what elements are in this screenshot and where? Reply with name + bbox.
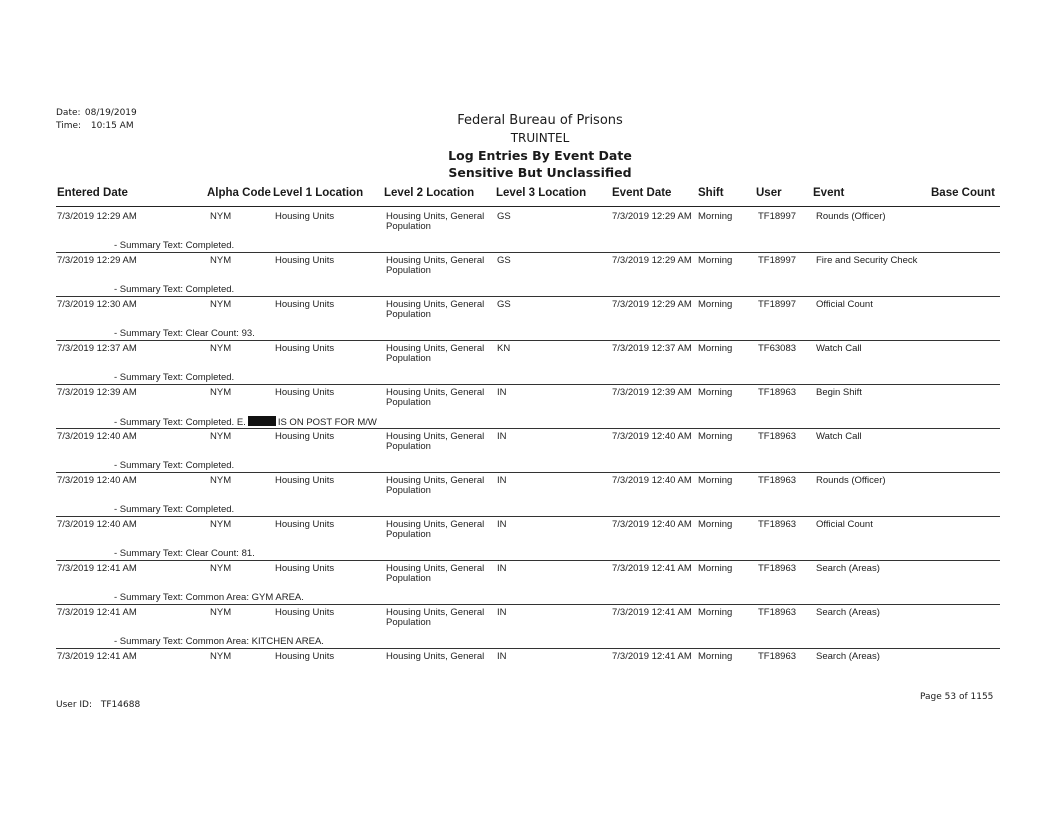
summary-text: [114, 328, 255, 339]
summary-text: [114, 372, 234, 383]
cell-user: TF18963: [758, 475, 797, 486]
row-separator: [56, 516, 1000, 517]
cell-level2: Housing Units, General Population: [386, 211, 485, 232]
cell-event-date: 7/3/2019 12:39 AM: [612, 387, 692, 398]
cell-shift: Morning: [698, 475, 733, 486]
cell-level1: Housing Units: [275, 431, 335, 442]
cell-level3: KN: [497, 343, 511, 354]
row-separator: [56, 472, 1000, 473]
summary-text: [114, 460, 234, 471]
cell-level3: GS: [497, 255, 511, 266]
row-separator: [56, 340, 1000, 341]
row-separator: [56, 648, 1000, 649]
summary-text-part: - Summary Text: Common Area: GYM AREA.: [114, 592, 304, 603]
cell-user: TF18997: [758, 211, 797, 222]
user-id-value: TF14688: [100, 700, 141, 710]
cell-shift: Morning: [698, 299, 733, 310]
col-level3: Level 3 Location: [496, 187, 587, 199]
cell-shift: Morning: [698, 519, 733, 530]
cell-alpha-code: NYM: [210, 211, 232, 222]
summary-text-part: - Summary Text: Completed. E.: [114, 417, 246, 428]
cell-alpha-code: NYM: [210, 431, 232, 442]
cell-level2: Housing Units, General: [386, 651, 485, 662]
cell-level1: Housing Units: [275, 343, 335, 354]
cell-event: Rounds (Officer): [816, 211, 886, 222]
system-name: TRUINTEL: [510, 131, 570, 145]
col-level1: Level 1 Location: [273, 187, 364, 199]
cell-shift: Morning: [698, 211, 733, 222]
cell-user: TF18963: [758, 563, 797, 574]
cell-event-date: 7/3/2019 12:37 AM: [612, 343, 692, 354]
col-entered-date: Entered Date: [57, 187, 128, 199]
cell-level3: GS: [497, 299, 511, 310]
cell-event: Watch Call: [816, 343, 862, 354]
cell-alpha-code: NYM: [210, 651, 232, 662]
user-id: [56, 700, 140, 710]
row-separator: [56, 384, 1000, 385]
report-title: Log Entries By Event Date: [448, 148, 632, 163]
cell-event: Watch Call: [816, 431, 862, 442]
cell-alpha-code: NYM: [210, 607, 232, 618]
time-label: Time:: [56, 121, 82, 131]
summary-text: [114, 636, 324, 647]
cell-alpha-code: NYM: [210, 343, 232, 354]
page-number: Page 53 of 1155: [920, 692, 994, 702]
cell-level2: Housing Units, General Population: [386, 387, 485, 408]
cell-entered-date: 7/3/2019 12:41 AM: [57, 607, 137, 618]
summary-text-part: - Summary Text: Completed.: [114, 372, 235, 383]
cell-shift: Morning: [698, 607, 733, 618]
cell-level2: Housing Units, General Population: [386, 519, 485, 540]
row-separator: [56, 296, 1000, 297]
summary-text-part: - Summary Text: Completed.: [114, 284, 235, 295]
cell-user: TF18963: [758, 431, 797, 442]
summary-text-part: - Summary Text: Common Area: KITCHEN AREA.: [114, 636, 324, 647]
cell-entered-date: 7/3/2019 12:40 AM: [57, 519, 137, 530]
cell-alpha-code: NYM: [210, 387, 232, 398]
cell-level3: IN: [497, 387, 507, 398]
date-value: 08/19/2019: [84, 108, 137, 118]
cell-event: Official Count: [816, 299, 873, 310]
col-alpha-code: Alpha Code: [207, 187, 271, 199]
cell-level1: Housing Units: [275, 475, 335, 486]
cell-event: Search (Areas): [816, 607, 880, 618]
cell-entered-date: 7/3/2019 12:40 AM: [57, 475, 137, 486]
cell-alpha-code: NYM: [210, 475, 232, 486]
cell-event: Rounds (Officer): [816, 475, 886, 486]
cell-level3: IN: [497, 607, 507, 618]
cell-shift: Morning: [698, 343, 733, 354]
summary-text-part: - Summary Text: Completed.: [114, 504, 235, 515]
cell-event-date: 7/3/2019 12:29 AM: [612, 255, 692, 266]
cell-event-date: 7/3/2019 12:40 AM: [612, 475, 692, 486]
classification: Sensitive But Unclassified: [448, 165, 632, 180]
cell-event-date: 7/3/2019 12:41 AM: [612, 607, 692, 618]
cell-level1: Housing Units: [275, 651, 335, 662]
cell-event: Search (Areas): [816, 563, 880, 574]
cell-entered-date: 7/3/2019 12:37 AM: [57, 343, 137, 354]
cell-level1: Housing Units: [275, 563, 335, 574]
col-user: User: [756, 187, 782, 199]
user-id-label: User ID:: [56, 700, 92, 710]
cell-entered-date: 7/3/2019 12:41 AM: [57, 563, 137, 574]
row-separator: [56, 252, 1000, 253]
cell-level2: Housing Units, General Population: [386, 299, 485, 320]
cell-level1: Housing Units: [275, 299, 335, 310]
cell-alpha-code: NYM: [210, 299, 232, 310]
row-separator: [56, 560, 1000, 561]
cell-entered-date: 7/3/2019 12:39 AM: [57, 387, 137, 398]
summary-text: [114, 284, 234, 295]
cell-entered-date: 7/3/2019 12:40 AM: [57, 431, 137, 442]
cell-event: Fire and Security Check: [816, 255, 918, 266]
date-label: Date:: [56, 108, 81, 118]
cell-user: TF18963: [758, 387, 797, 398]
cell-level1: Housing Units: [275, 607, 335, 618]
cell-level1: Housing Units: [275, 255, 335, 266]
cell-shift: Morning: [698, 431, 733, 442]
redaction-block: [248, 416, 276, 426]
cell-event-date: 7/3/2019 12:40 AM: [612, 519, 692, 530]
cell-event: Official Count: [816, 519, 873, 530]
summary-text: [114, 240, 234, 251]
cell-level2: Housing Units, General Population: [386, 607, 485, 628]
cell-level2: Housing Units, General Population: [386, 431, 485, 452]
cell-alpha-code: NYM: [210, 563, 232, 574]
cell-level2: Housing Units, General Population: [386, 343, 485, 364]
cell-shift: Morning: [698, 563, 733, 574]
header-rule: [56, 206, 1000, 207]
col-event: Event: [813, 187, 845, 199]
col-level2: Level 2 Location: [384, 187, 475, 199]
cell-shift: Morning: [698, 387, 733, 398]
summary-text-part: - Summary Text: Clear Count: 81.: [114, 548, 255, 559]
summary-text-continued: IS ON POST FOR M/W: [277, 417, 377, 428]
summary-text: [114, 416, 377, 428]
cell-alpha-code: NYM: [210, 255, 232, 266]
time-value: 10:15 AM: [90, 121, 134, 131]
cell-level2: Housing Units, General Population: [386, 475, 485, 496]
cell-event-date: 7/3/2019 12:41 AM: [612, 563, 692, 574]
cell-user: TF18963: [758, 607, 797, 618]
cell-event: Begin Shift: [816, 387, 862, 398]
cell-entered-date: 7/3/2019 12:30 AM: [57, 299, 137, 310]
cell-alpha-code: NYM: [210, 519, 232, 530]
summary-text-part: - Summary Text: Clear Count: 93.: [114, 328, 255, 339]
cell-event: Search (Areas): [816, 651, 880, 662]
cell-user: TF18963: [758, 651, 797, 662]
report-header: [410, 112, 670, 181]
summary-text: [114, 548, 255, 559]
print-date: [56, 108, 137, 118]
cell-event-date: 7/3/2019 12:40 AM: [612, 431, 692, 442]
cell-level3: IN: [497, 651, 507, 662]
summary-text-part: - Summary Text: Completed.: [114, 240, 235, 251]
cell-user: TF18997: [758, 255, 797, 266]
cell-user: TF18963: [758, 519, 797, 530]
cell-entered-date: 7/3/2019 12:41 AM: [57, 651, 137, 662]
cell-level1: Housing Units: [275, 519, 335, 530]
col-base-count: Base Count: [931, 187, 995, 199]
cell-shift: Morning: [698, 255, 733, 266]
cell-event-date: 7/3/2019 12:41 AM: [612, 651, 692, 662]
cell-level1: Housing Units: [275, 387, 335, 398]
summary-text-part: - Summary Text: Completed.: [114, 460, 235, 471]
cell-level3: IN: [497, 519, 507, 530]
cell-level3: IN: [497, 475, 507, 486]
cell-entered-date: 7/3/2019 12:29 AM: [57, 255, 137, 266]
summary-text: [114, 504, 234, 515]
summary-text: [114, 592, 304, 603]
cell-level3: IN: [497, 431, 507, 442]
cell-level2: Housing Units, General Population: [386, 255, 485, 276]
cell-level1: Housing Units: [275, 211, 335, 222]
agency-name: Federal Bureau of Prisons: [457, 113, 623, 128]
cell-level3: GS: [497, 211, 511, 222]
cell-event-date: 7/3/2019 12:29 AM: [612, 211, 692, 222]
cell-entered-date: 7/3/2019 12:29 AM: [57, 211, 137, 222]
cell-event-date: 7/3/2019 12:29 AM: [612, 299, 692, 310]
cell-level2: Housing Units, General Population: [386, 563, 485, 584]
row-separator: [56, 428, 1000, 429]
cell-shift: Morning: [698, 651, 733, 662]
cell-user: TF18997: [758, 299, 797, 310]
cell-level3: IN: [497, 563, 507, 574]
print-time: [56, 121, 134, 131]
col-shift: Shift: [698, 187, 724, 199]
row-separator: [56, 604, 1000, 605]
col-event-date: Event Date: [612, 187, 672, 199]
cell-user: TF63083: [758, 343, 797, 354]
